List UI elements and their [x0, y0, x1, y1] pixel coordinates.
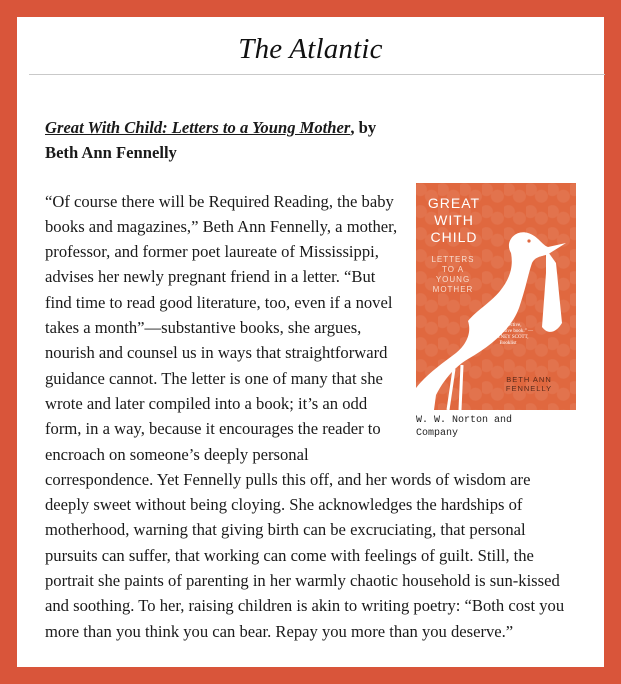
book-cover-figure — [416, 183, 591, 440]
cover-subtitle: LETTERS TO A YOUNG MOTHER — [431, 254, 475, 294]
book-author: Beth Ann Fennelly — [45, 143, 177, 163]
cover-title-line: GREAT — [427, 194, 481, 211]
cover-blurb: “A reflective, transformative book.” —WHITNEY SCOTT, Booklist — [482, 322, 534, 346]
cover-author-line: FENNELLY — [505, 383, 553, 393]
book-cover-image — [416, 183, 576, 410]
cover-author — [494, 375, 564, 393]
book-title-link[interactable]: Great With Child: Letters to a Young Mother — [45, 118, 351, 137]
cover-title-line: WITH — [434, 211, 474, 228]
by-label: , by — [350, 118, 377, 137]
cover-author-line: BETH ANN — [506, 374, 552, 384]
cover-title-line: CHILD — [430, 228, 478, 245]
the-atlantic-logo[interactable]: The Atlantic — [238, 33, 383, 65]
book-entry — [45, 115, 578, 644]
book-heading — [45, 115, 578, 166]
image-credit: W. W. Norton and Company — [416, 414, 513, 439]
article-card — [17, 17, 604, 667]
review-body: “Of course there will be Required Reading, the baby books and magazines,” Beth Ann Fennelly, a mother, professor, and former poet laureate of Mississippi, advises her newly pregnant friend in a letter. “But find time to read good literature, too, even if a novel takes a month”—substantive books, she argues, nourish and counsel us in ways that straightforward guidance cannot. The letter is one of many that she wrote and later compiled into a book; it’s an odd form, in a way, because it encourages the reader to encroach on someone’s deeply personal correspondence. Yet Fennelly pulls this off, and her words of wisdom are deeply sweet without being cloying. She acknowledges the hardships of motherhood, warning that giving birth can be excruciating, that personal pursuits can suffer, that working can come with feelings of guilt. Still, the portrait she paints of parenting in her warmly chaotic household is sun-kissed and soothing. To her, raising children is akin to writing poetry: “Both cost you more than you think you can bear. Repay you more than you deserve.” — [45, 191, 565, 641]
cover-title — [424, 195, 484, 246]
masthead-divider — [29, 74, 605, 75]
masthead — [17, 17, 604, 75]
